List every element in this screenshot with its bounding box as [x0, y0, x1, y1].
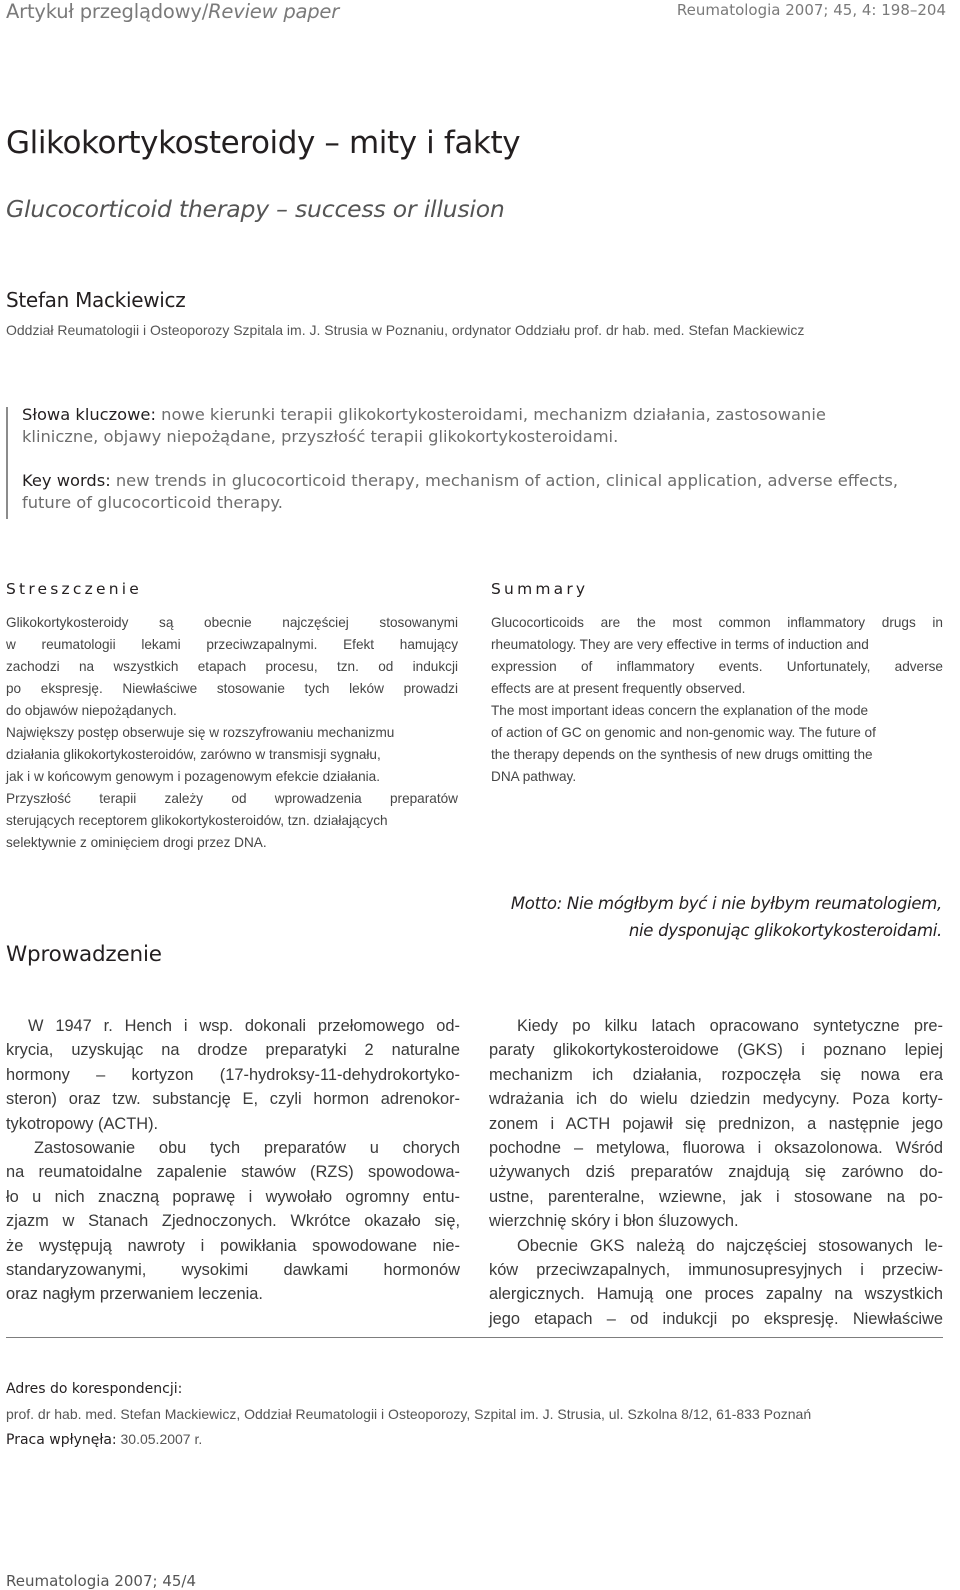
keywords-english-line: future of glucocorticoid therapy.	[22, 493, 283, 512]
abstract-line: of action of GC on genomic and non-genomic way. The future of	[491, 725, 876, 740]
body-line: hormony – kortyzon (17-hydroksy-11-dehydrokortyko-	[6, 1065, 460, 1084]
section-heading-wprowadzenie: Wprowadzenie	[6, 942, 162, 967]
abstract-line: do objawów niepożądanych.	[6, 703, 177, 718]
body-line: Obecnie GKS należą do najczęściej stosowanych le-	[517, 1236, 943, 1255]
abstract-line: expression of inflammatory events. Unfortunately, adverse	[491, 659, 943, 674]
footer-journal-reference: Reumatologia 2007; 45/4	[6, 1572, 197, 1590]
abstract-line: działania glikokortykosteroidów, zarówno w transmisji sygnału,	[6, 747, 381, 762]
body-line: alergicznych. Hamują one proces zapalny na wszystkich	[489, 1285, 943, 1304]
body-line: zjazm w Stanach Zjednoczonych. Wkrótce okazało się,	[6, 1212, 460, 1231]
abstract-line: DNA pathway.	[491, 769, 577, 784]
body-line: że występują nawroty i powikłania spowodowane nie-	[6, 1236, 460, 1255]
abstract-line: po ekspresję. Niewłaściwe stosowanie tych leków prowadzi	[6, 681, 458, 696]
title-polish: Glikokortykosteroidy – mity i fakty	[6, 125, 521, 161]
keywords-polish-label: Słowa kluczowe:	[22, 405, 156, 424]
body-line: standaryzowanymi, wysokimi dawkami hormonów	[6, 1261, 460, 1280]
body-line: wdrażania ich do wielu dziedzin medycyny. Poza korty-	[489, 1090, 943, 1109]
keywords-polish-line: nowe kierunki terapii glikokortykosteroidami, mechanizm działania, zastosowanie	[155, 405, 826, 424]
body-line: na reumatoidalne zapalenie stawów (RZS) spowodowa-	[6, 1163, 460, 1182]
abstract-line: Glikokortykosteroidy są obecnie najczęściej stosowanymi	[6, 615, 458, 630]
journal-reference: Reumatologia 2007; 45, 4: 198–204	[676, 1, 946, 19]
abstract-line: the therapy depends on the synthesis of new drugs omitting the	[491, 747, 873, 762]
body-line: mechanizm ich działania, rozpoczęła się nowa era	[489, 1065, 943, 1084]
body-line: W 1947 r. Hench i wsp. dokonali przełomowego od-	[28, 1017, 460, 1035]
body-line: ło u nich znaczną poprawę i wywołało ogromny entu-	[6, 1187, 460, 1206]
body-line: jego etapach – od indukcji po ekspresję. Niewłaściwe	[489, 1309, 943, 1328]
received-date	[6, 1431, 202, 1448]
body-line: paraty glikokortykosteroidowe (GKS) i poznano lepiej	[489, 1041, 943, 1060]
body-line: krycia, uzyskując na drodze preparatyki 2 naturalne	[6, 1041, 460, 1060]
streszczenie-text	[6, 612, 458, 854]
motto	[511, 890, 942, 944]
correspondence-address: prof. dr hab. med. Stefan Mackiewicz, Oddział Reumatologii i Osteoporozy, Szpital im. J. Strusia, ul. Szkolna 8/12, 61-833 Poznań	[6, 1406, 812, 1422]
author-affiliation: Oddział Reumatologii i Osteoporozy Szpitala im. J. Strusia w Poznaniu, ordynator Oddziału prof. dr hab. med. Stefan Mackiewicz	[6, 322, 805, 338]
abstract-line: zachodzi na wszystkich etapach procesu, tzn. od indukcji	[6, 659, 458, 674]
abstract-line: selektywnie z ominięciem drogi przez DNA.	[6, 835, 267, 850]
abstract-line: Największy postęp obserwuje się w rozszyfrowaniu mechanizmu	[6, 725, 395, 740]
keywords-polish	[22, 404, 947, 448]
body-line: Zastosowanie obu tych preparatów u chorych	[34, 1139, 460, 1158]
abstract-line: jak i w końcowym genowym i pozagenowym efekcie działania.	[6, 769, 381, 784]
article-type-pl: Artykuł przeglądowy/	[6, 0, 209, 23]
body-line: pochodne – metylowa, fluorowa i oksazolonowa. Wśród	[489, 1139, 943, 1158]
keywords-english	[22, 470, 947, 514]
body-line: steron) oraz tzw. substancję E, czyli hormon adrenokor-	[6, 1090, 460, 1109]
body-line: wierzchnię skóry i błon śluzowych.	[489, 1212, 739, 1231]
abstract-line: rheumatology. They are very effective in terms of induction and	[491, 637, 869, 652]
body-line: używanych dziś preparatów znajdują się zarówno do-	[489, 1163, 943, 1182]
abstract-line: Glucocorticoids are the most common inflammatory drugs in	[491, 615, 943, 630]
title-english: Glucocorticoid therapy – success or illusion	[6, 195, 505, 223]
body-line: ustne, parenteralne, wziewne, jak i stosowane na po-	[489, 1187, 943, 1206]
received-label: Praca wpłynęła:	[6, 1432, 117, 1448]
author-name: Stefan Mackiewicz	[6, 288, 186, 312]
keywords-polish-line: kliniczne, objawy niepożądane, przyszłość terapii glikokortykosteroidami.	[22, 427, 619, 446]
correspondence-heading: Adres do korespondencji:	[6, 1381, 183, 1397]
article-type	[6, 0, 339, 23]
body-line: zonem i ACTH pojawił się prednizon, a następnie jego	[489, 1114, 943, 1133]
motto-line: nie dysponując glikokortykosteroidami.	[628, 921, 942, 940]
summary-text	[491, 612, 943, 788]
summary-heading: Summary	[491, 580, 589, 598]
footnote-divider	[6, 1337, 943, 1338]
received-value: 30.05.2007 r.	[116, 1431, 203, 1447]
abstract-line: w reumatologii lekami przeciwzapalnymi. Efekt hamujący	[6, 637, 458, 652]
body-line: ków przeciwzapalnych, immunosupresyjnych i przeciw-	[489, 1261, 943, 1280]
body-line: tykotropowy (ACTH).	[6, 1114, 159, 1133]
body-line: Kiedy po kilku latach opracowano syntetyczne pre-	[517, 1017, 943, 1035]
article-type-en: Review paper	[208, 0, 340, 23]
abstract-line: Przyszłość terapii zależy od wprowadzenia preparatów	[6, 791, 458, 806]
abstract-line: The most important ideas concern the explanation of the mode	[491, 703, 869, 718]
body-column-right	[489, 1014, 943, 1331]
keywords-english-line: new trends in glucocorticoid therapy, mechanism of action, clinical application, adverse effects,	[110, 471, 899, 490]
body-column-left	[6, 1014, 460, 1307]
abstract-line: sterujących receptorem glikokortykosteroidów, tzn. działających	[6, 813, 388, 828]
body-line: oraz nagłym przerwaniem leczenia.	[6, 1285, 263, 1304]
keywords-divider	[6, 407, 8, 519]
streszczenie-heading: Streszczenie	[6, 580, 142, 598]
abstract-line: effects are at present frequently observed.	[491, 681, 746, 696]
keywords-english-label: Key words:	[22, 471, 111, 490]
motto-line: Motto: Nie mógłbym być i nie byłbym reumatologiem,	[510, 894, 942, 913]
